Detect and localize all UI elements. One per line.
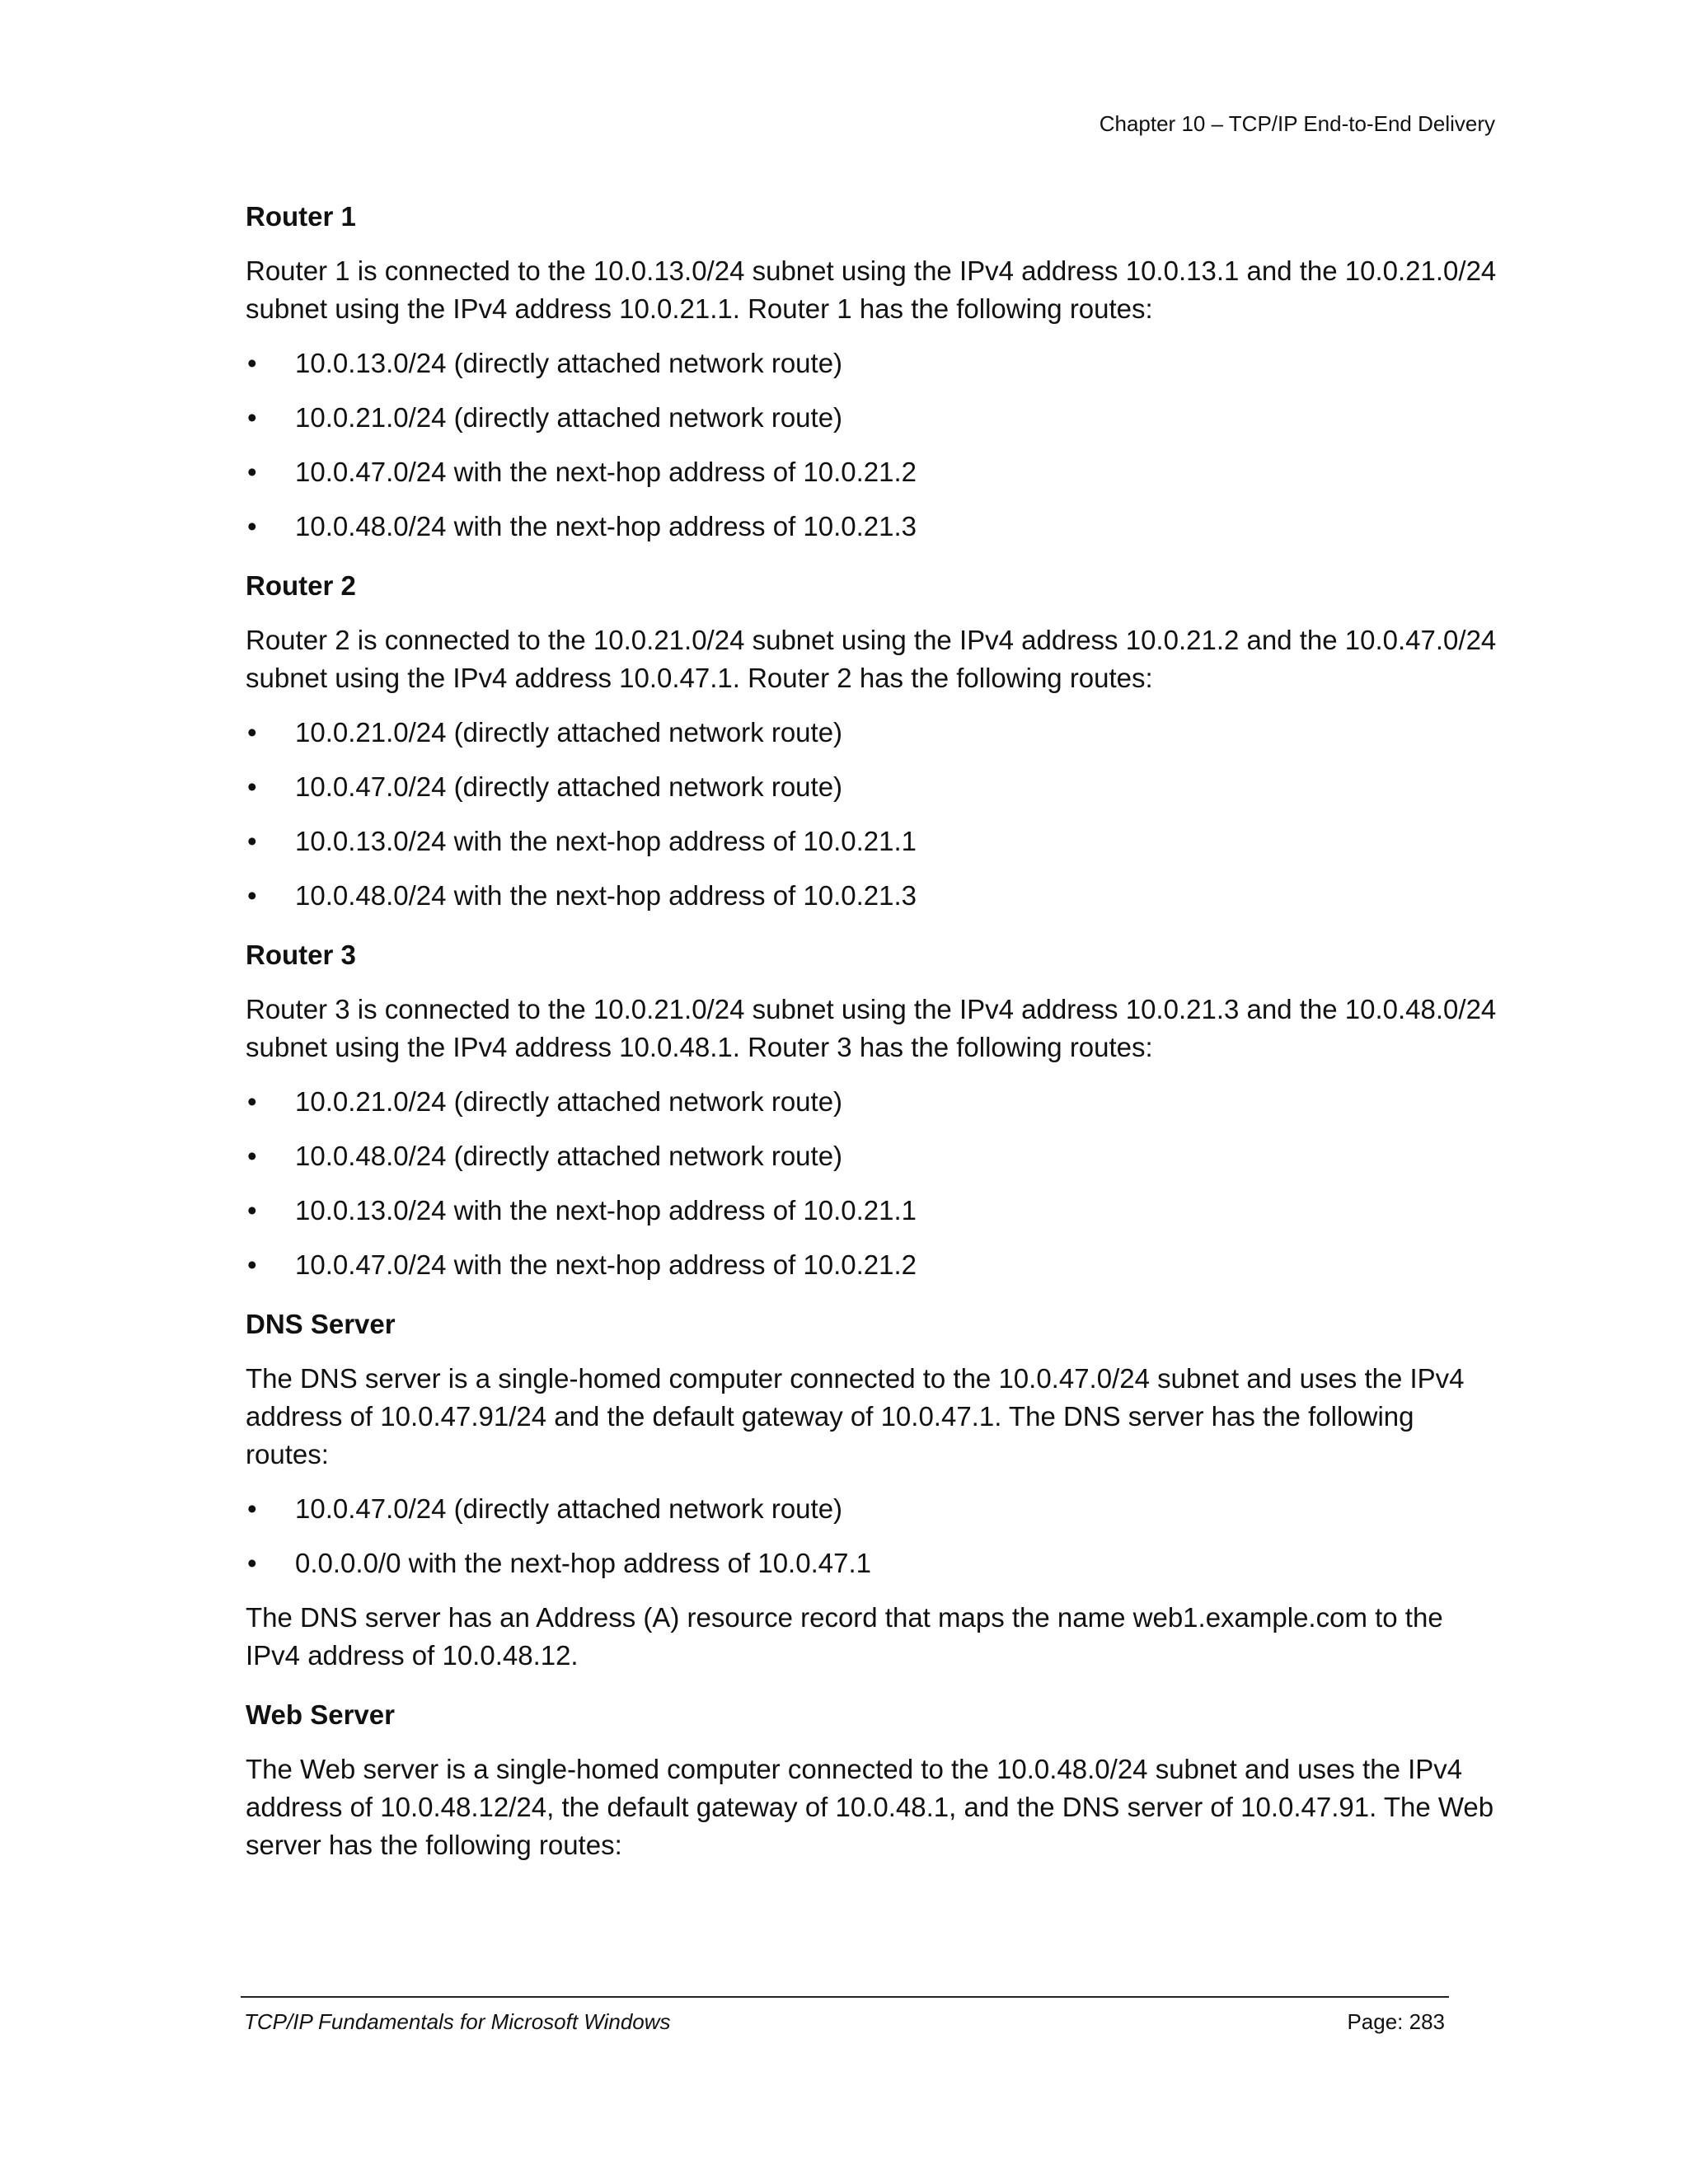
section-paragraph: Router 1 is connected to the 10.0.13.0/24 subnet using the IPv4 address 10.0.13.1 and the 10.0.21.0/24 subnet using the IPv4 address 10.0.21.1. Router 1 has the following routes: [246, 255, 1497, 324]
section-router-2 [246, 567, 1498, 915]
route-text: 10.0.13.0/24 with the next-hop address of 10.0.21.1 [295, 1195, 917, 1226]
route-text: 10.0.13.0/24 (directly attached network route) [295, 348, 843, 378]
bullet-icon: • [247, 348, 257, 378]
list-item [246, 1490, 1498, 1528]
list-item [246, 1246, 1498, 1284]
list-item [246, 344, 1498, 382]
route-text: 10.0.13.0/24 with the next-hop address of 10.0.21.1 [295, 826, 917, 856]
route-text: 10.0.47.0/24 (directly attached network route) [295, 1493, 843, 1524]
bullet-icon: • [247, 1249, 257, 1280]
list-item [246, 768, 1498, 806]
route-text: 10.0.47.0/24 with the next-hop address of 10.0.21.2 [295, 457, 917, 487]
route-list [246, 1083, 1498, 1284]
footer-page-number: Page: 283 [1347, 2009, 1445, 2034]
section-paragraph: The DNS server has an Address (A) resource record that maps the name web1.example.com to the IPv4 address of 10.0.48.12. [246, 1602, 1443, 1671]
bullet-icon: • [247, 1493, 257, 1524]
section-dns-server [246, 1305, 1498, 1675]
footer-divider [241, 1996, 1449, 1998]
section-web-server [246, 1696, 1498, 1864]
section-heading: Router 2 [246, 570, 356, 601]
list-item [246, 714, 1498, 752]
list-item [246, 1137, 1498, 1175]
section-heading: DNS Server [246, 1309, 396, 1339]
list-item [246, 877, 1498, 915]
bullet-icon: • [247, 1548, 257, 1578]
list-item [246, 1192, 1498, 1230]
section-paragraph: Router 2 is connected to the 10.0.21.0/24 subnet using the IPv4 address 10.0.21.2 and the 10.0.47.0/24 subnet using the IPv4 address 10.0.47.1. Router 2 has the following routes: [246, 625, 1497, 693]
section-heading: Router 1 [246, 201, 356, 232]
bullet-icon: • [247, 1141, 257, 1171]
bullet-icon: • [247, 717, 257, 748]
bullet-icon: • [247, 880, 257, 911]
list-item [246, 399, 1498, 437]
bullet-icon: • [247, 511, 257, 541]
section-heading: Web Server [246, 1699, 395, 1730]
list-item [246, 1544, 1498, 1582]
bullet-icon: • [247, 457, 257, 487]
route-text: 10.0.47.0/24 (directly attached network route) [295, 771, 843, 802]
bullet-icon: • [247, 1086, 257, 1117]
route-list [246, 344, 1498, 546]
section-router-1 [246, 198, 1498, 546]
section-paragraph: Router 3 is connected to the 10.0.21.0/24 subnet using the IPv4 address 10.0.21.3 and the 10.0.48.0/24 subnet using the IPv4 address 10.0.48.1. Router 3 has the following routes: [246, 994, 1497, 1062]
section-heading: Router 3 [246, 940, 356, 970]
route-list [246, 714, 1498, 915]
list-item [246, 823, 1498, 860]
bullet-icon: • [247, 826, 257, 856]
bullet-icon: • [247, 1195, 257, 1226]
list-item [246, 1083, 1498, 1121]
route-text: 10.0.21.0/24 (directly attached network route) [295, 1086, 843, 1117]
route-text: 10.0.47.0/24 with the next-hop address of 10.0.21.2 [295, 1249, 917, 1280]
section-router-3 [246, 936, 1498, 1284]
bullet-icon: • [247, 771, 257, 802]
route-text: 10.0.48.0/24 (directly attached network route) [295, 1141, 843, 1171]
page-content [246, 198, 1498, 1881]
route-text: 10.0.48.0/24 with the next-hop address of 10.0.21.3 [295, 880, 917, 911]
route-text: 10.0.48.0/24 with the next-hop address of 10.0.21.3 [295, 511, 917, 541]
section-paragraph: The Web server is a single-homed computer connected to the 10.0.48.0/24 subnet and uses the IPv4 address of 10.0.48.12/24, the default gateway of 10.0.48.1, and the DNS server of 10.0.47.91. The Web server has the following routes: [246, 1754, 1494, 1860]
list-item [246, 453, 1498, 491]
bullet-icon: • [247, 402, 257, 433]
route-text: 10.0.21.0/24 (directly attached network route) [295, 717, 843, 748]
route-list [246, 1490, 1498, 1582]
route-text: 10.0.21.0/24 (directly attached network route) [295, 402, 843, 433]
footer-book-title: TCP/IP Fundamentals for Microsoft Windows [244, 2009, 671, 2034]
list-item [246, 508, 1498, 546]
section-paragraph: The DNS server is a single-homed computer connected to the 10.0.47.0/24 subnet and uses the IPv4 address of 10.0.47.91/24 and the default gateway of 10.0.47.1. The DNS server has the following routes: [246, 1363, 1465, 1469]
route-text: 0.0.0.0/0 with the next-hop address of 10.0.47.1 [295, 1548, 871, 1578]
running-header: Chapter 10 – TCP/IP End-to-End Delivery [1099, 111, 1495, 136]
